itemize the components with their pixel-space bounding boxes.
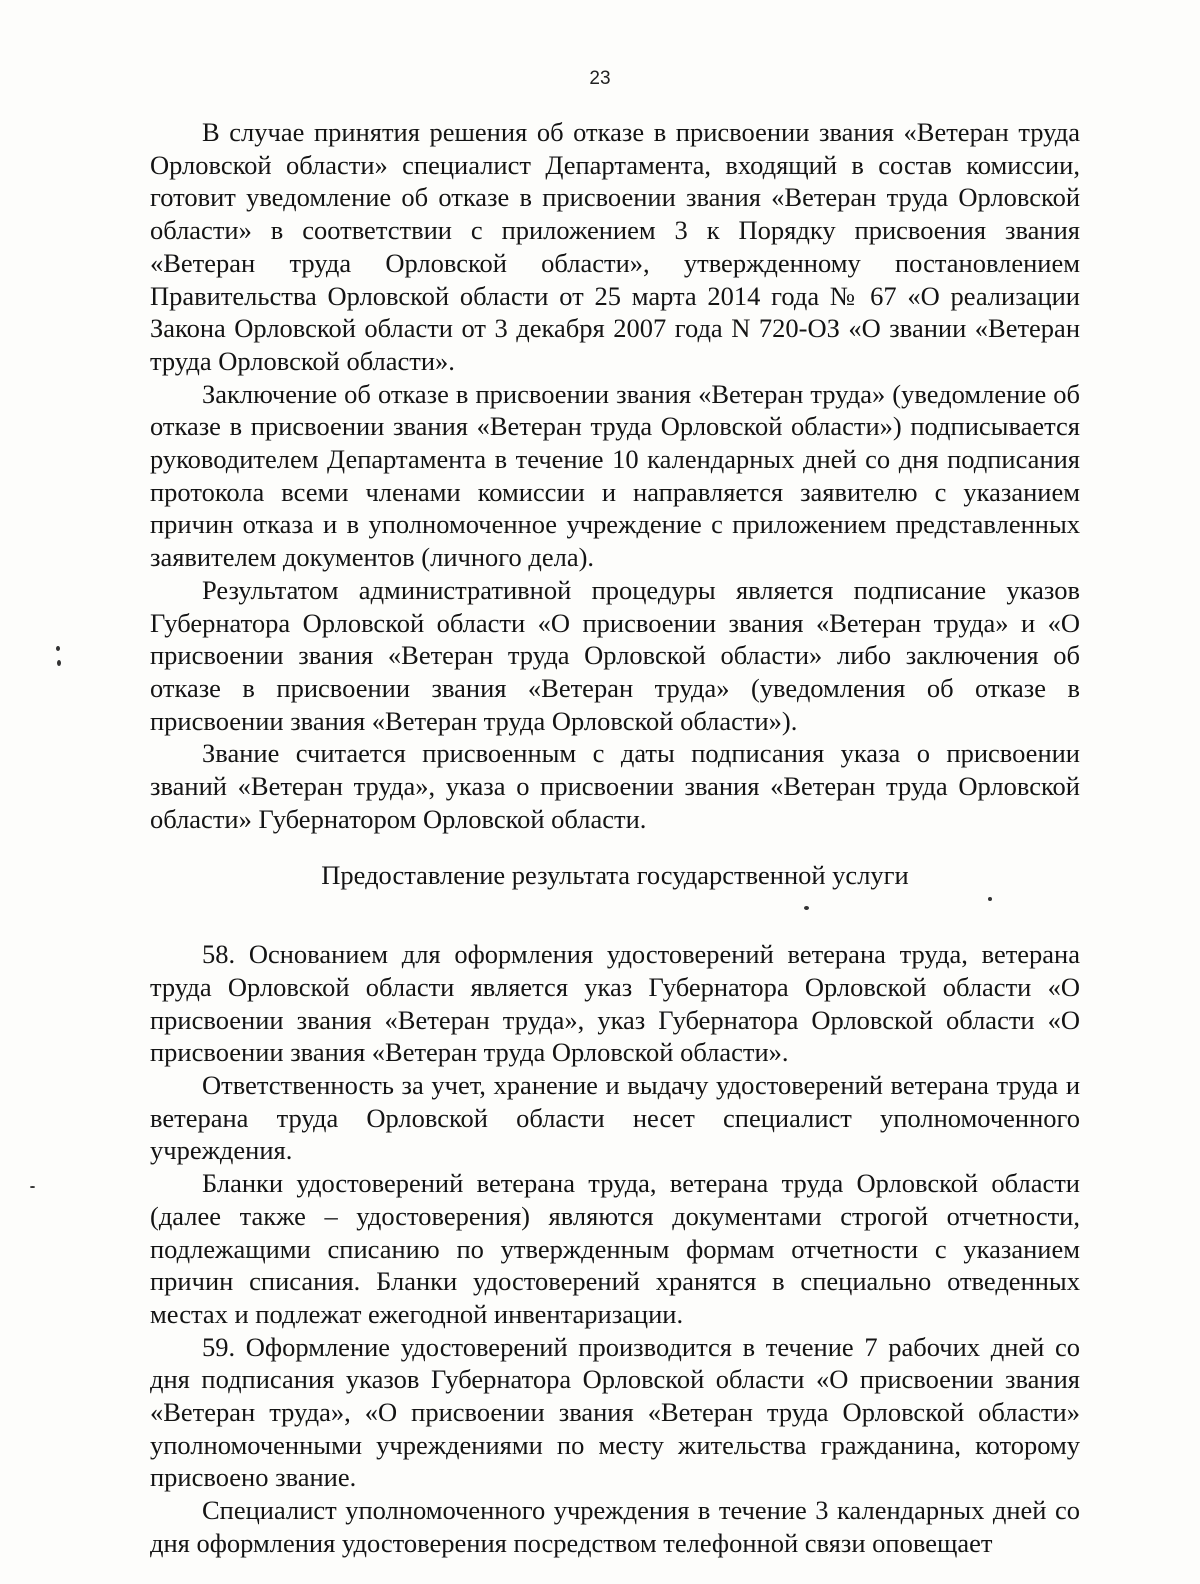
scan-speck bbox=[56, 646, 60, 651]
paragraph-blank-forms: Бланки удостоверений ветерана труда, ветерана труда Орловской области (далее также – удостоверения) являются документами строгой отчетности, подлежащими списанию по утвержденным формам отчетности с указанием причин списания. Бланки удостоверений хранятся в специально отведенных местах и подлежат ежегодной инвентаризации. bbox=[150, 1168, 1080, 1329]
paragraph-refusal-conclusion: Заключение об отказе в присвоении звания «Ветеран труда» (уведомление об отказе в присвоении звания «Ветеран труда Орловской области») подписывается руководителем Департамента в течение 10 календарных дней со дня подписания протокола всеми членами комиссии и направляется заявителю с указанием причин отказа и в уполномоченное учреждение с приложением представленных заявителем документов (личного дела). bbox=[150, 378, 1080, 573]
scan-speck bbox=[804, 906, 809, 910]
scan-speck bbox=[988, 897, 992, 901]
paragraph-procedure-result: Результатом административной процедуры является подписание указов Губернатора Орловской области «О присвоении звания «Ветеран труда» и «О присвоении звания «Ветеран труда Орловской области» либо заключения об отказе в присвоении звания «Ветеран труда» (уведомления об отказе в присвоении звания «Ветеран труда Орловской области»). bbox=[150, 574, 1080, 736]
scan-speck bbox=[30, 1186, 35, 1188]
page-number: 23 bbox=[589, 68, 611, 89]
paragraph-responsibility: Ответственность за учет, хранение и выдачу удостоверений ветерана труда и ветерана труда Орловской области несет специалист уполномоченного учреждения. bbox=[150, 1069, 1080, 1166]
document-body bbox=[150, 116, 1080, 1560]
paragraph-notification: Специалист уполномоченного учреждения в течение 3 календарных дней со дня оформления удостоверения посредством телефонной связи оповещает bbox=[150, 1495, 1080, 1558]
section-title: Предоставление результата государственной услуги bbox=[321, 860, 909, 891]
paragraph-refusal-veteran-orel: В случае принятия решения об отказе в присвоении звания «Ветеран труда Орловской области» специалист Департамента, входящий в состав комиссии, готовит уведомление об отказе в присвоении звания «Ветеран труда Орловской области» в соответствии с приложением 3 к Порядку присвоения звания «Ветеран труда Орловской области», утвержденному постановлением Правительства Орловской области от 25 марта 2014 года № 67 «О реализации Закона Орловской области от 3 декабря 2007 года N 720-ОЗ «О звании «Ветеран труда Орловской области». bbox=[150, 117, 1080, 376]
paragraph-58: 58. Основанием для оформления удостоверений ветерана труда, ветерана труда Орловской области является указ Губернатора Орловской области «О присвоении звания «Ветеран труда», указ Губернатора Орловской области «О присвоении звания «Ветеран труда Орловской области». bbox=[150, 939, 1080, 1068]
paragraph-title-assigned: Звание считается присвоенным с даты подписания указа о присвоении званий «Ветеран труда», указа о присвоении звания «Ветеран труда Орловской области» Губернатором Орловской области. bbox=[150, 738, 1080, 834]
paragraph-59: 59. Оформление удостоверений производится в течение 7 рабочих дней со дня подписания указов Губернатора Орловской области «О присвоении звания «Ветеран труда», «О присвоении звания «Ветеран труда Орловской области» уполномоченными учреждениями по месту жительства гражданина, которому присвоено звание. bbox=[150, 1331, 1080, 1493]
scan-speck bbox=[57, 660, 61, 666]
